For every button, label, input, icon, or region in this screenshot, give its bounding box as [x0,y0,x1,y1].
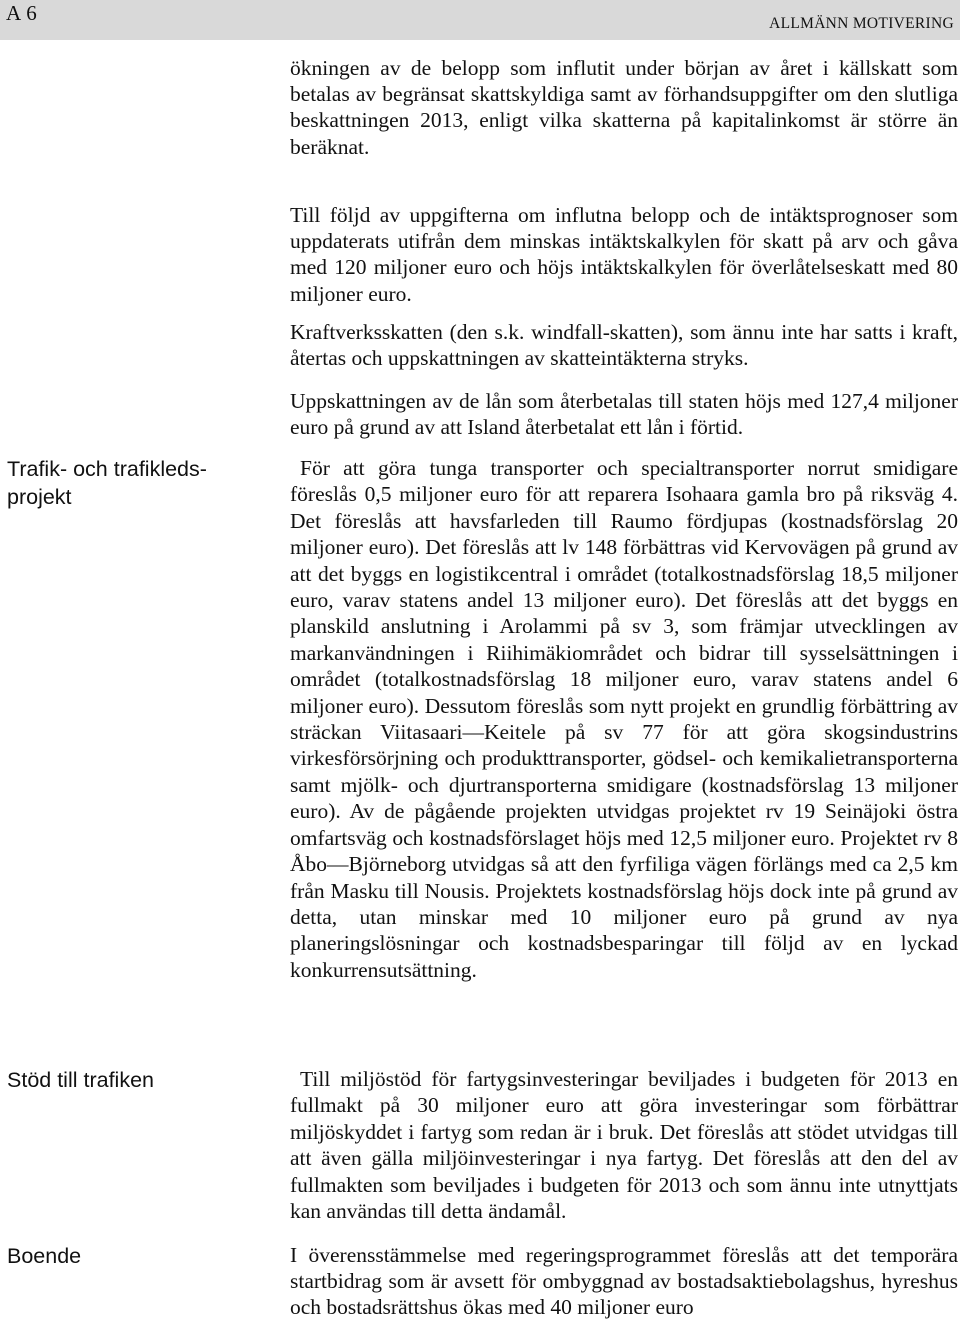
paragraph-boende: I överensstämmelse med regeringsprogrammet föreslås att det temporära startbidrag som är avsett för ombyggnad av bostadsaktiebolagshus, hyreshus och bostadsrättshus ökas med 40 miljoner euro [290,1243,958,1320]
section-title: ALLMÄNN MOTIVERING [769,15,954,32]
page-number: A 6 [6,1,38,25]
margin-heading-trafik [7,455,262,511]
paragraph-4: Uppskattningen av de lån som återbetalas till staten höjs med 127,4 miljoner euro på grund av att Island återbetalat ett lån i förtid. [290,389,958,440]
paragraph-miljostod: Till miljöstöd för fartygsinvesteringar beviljades i budgeten för 2013 en fullmakt på 30 miljoner euro att göra investeringar som förbättrar miljöskyddet i fartyg som redan är i bruk. Det föreslås att stödet utvidgas till att även gälla miljöinvesteringar i nya fartyg. Det föreslås att den del av fullmakten som beviljades i budgeten för 2013 och som ännu inte utnyttjats kan användas till detta ändamål. [290,1067,958,1224]
paragraph-trafikprojekt: För att göra tunga transporter och specialtransporter norrut smidigare föreslås 0,5 miljoner euro för att reparera Isohaara gamla bro på riksväg 4. Det föreslås att havsfarleden till Raumo fördjupas (kostnadsförslag 20 miljoner euro). Det föreslås att lv 148 förbättras vid Kervovägen på grund av att det byggs en logistikcentral i området (totalkostnadsförslag 18,5 miljoner euro, varav statens andel 13 miljoner euro). Det föreslås att det byggs en planskild anslutning i Arolammi på sv 3, som främjar utvecklingen av markanvändningen i Riihimäkiområdet och bidrar till sysselsättningen i området (totalkostnadsförslag 18 miljoner euro, varav statens andel 6 miljoner euro). Dessutom föreslås som nytt projekt en grundlig förbättring av sträckan Viitasaari—Keitele på sv 77 för att göra skogsindustrins virkesförsörjning och produkttransporter, gödsel- och kemikalietransporterna samt mjölk- och djurtransporterna smidigare (kostnadsförslag 13 miljoner euro). Av de pågående projekten utvidgas projektet rv 19 Seinäjoki östra omfartsväg och kostnadsförslaget höjs med 12,5 miljoner euro. Projektet rv 8 Åbo—Björneborg utvidgas så att den fyrfiliga vägen förlängs med ca 2,5 km från Masku till Nousis. Projektets kostnadsförslag höjs dock inte på grund av detta, utan minskar med 10 miljoner euro på grund av nya planeringslösningar och kostnadsbesparingar till följd av en lyckad konkurrensutsättning. [290,456,958,982]
paragraph-1: ökningen av de belopp som influtit under början av året i källskatt som betalas av begränsat skattskyldiga samt av förhandsuppgifter om den slutliga beskattningen 2013, enligt vilka skatterna på kapitalinkomst är större än beräknat. [290,56,958,159]
margin-heading-trafik-line1: Trafik- och trafikleds- [7,457,207,481]
margin-heading-trafik-line2: projekt [7,485,72,509]
page-header [0,0,960,40]
paragraph-2: Till följd av uppgifterna om influtna belopp och de intäktsprognoser som uppdaterats utifrån dem minskas intäktskalkylen för skatt på arv och gåva med 120 miljoner euro och höjs intäktskalkylen för överlåtelseskatt med 80 miljoner euro. [290,203,958,306]
margin-heading-boende: Boende [7,1244,82,1268]
paragraph-3: Kraftverksskatten (den s.k. windfall-skatten), som ännu inte har satts i kraft, återtas och uppskattningen av skatteintäkterna stryks. [290,320,958,371]
margin-heading-stod-trafiken: Stöd till trafiken [7,1068,154,1092]
